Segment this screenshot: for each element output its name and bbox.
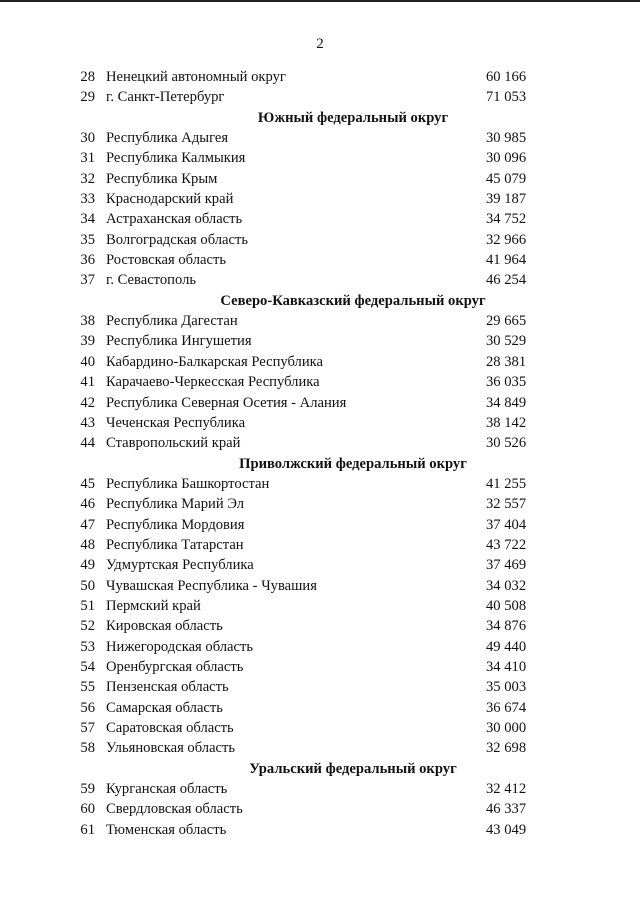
region-value: 41 964 <box>486 252 527 269</box>
region-value: 30 000 <box>486 720 527 736</box>
row-number: 36 <box>80 252 95 269</box>
region-name: Волгоградская область <box>106 231 249 248</box>
row-number: 55 <box>80 679 95 696</box>
table-row <box>0 555 640 575</box>
region-value: 34 849 <box>486 394 527 411</box>
row-number: 38 <box>80 313 95 330</box>
table-row <box>0 657 640 677</box>
region-value: 60 166 <box>486 69 527 85</box>
region-value: 30 096 <box>486 150 527 167</box>
region-name: Карачаево-Черкесская Республика <box>106 374 320 391</box>
table-row <box>0 270 640 290</box>
row-number: 54 <box>80 658 95 675</box>
page-number: 2 <box>316 36 324 52</box>
row-number: 44 <box>80 435 95 452</box>
region-value: 39 187 <box>486 191 527 208</box>
table-row <box>0 413 640 433</box>
region-name: Республика Башкортостан <box>106 475 270 492</box>
region-name: Ненецкий автономный округ <box>106 69 286 85</box>
row-number: 34 <box>80 211 95 228</box>
region-value: 46 337 <box>486 801 527 818</box>
region-name: Нижегородская область <box>106 638 254 655</box>
district-header-row <box>0 454 640 474</box>
table-row <box>0 576 640 596</box>
region-value: 45 079 <box>486 170 527 187</box>
region-value: 28 381 <box>486 353 527 370</box>
region-value: 41 255 <box>486 475 527 492</box>
table-row <box>0 331 640 351</box>
region-name: Чувашская Республика - Чувашия <box>106 577 317 594</box>
region-value: 37 469 <box>486 557 527 574</box>
row-number: 56 <box>80 699 95 716</box>
region-name: Республика Дагестан <box>106 313 238 330</box>
region-name: Республика Татарстан <box>106 536 244 553</box>
region-name: Чеченская Республика <box>106 414 246 431</box>
region-value: 30 526 <box>486 435 527 452</box>
region-value: 32 412 <box>486 781 527 798</box>
region-name: Свердловская область <box>106 801 243 818</box>
region-value: 36 035 <box>486 374 527 391</box>
row-number: 35 <box>80 231 95 248</box>
row-number: 37 <box>80 272 95 289</box>
region-value: 43 049 <box>486 821 527 838</box>
table-row <box>0 596 640 616</box>
region-value: 30 529 <box>486 333 527 350</box>
table-row <box>0 494 640 514</box>
region-name: Кировская область <box>106 618 223 635</box>
region-value: 32 698 <box>486 740 527 757</box>
table-row <box>0 352 640 372</box>
row-number: 28 <box>80 69 95 85</box>
table-row <box>0 779 640 799</box>
district-header: Южный федеральный округ <box>257 109 449 126</box>
table-row <box>0 718 640 738</box>
table-row <box>0 799 640 819</box>
region-value: 37 404 <box>486 516 527 533</box>
page-top-border <box>0 0 640 2</box>
row-number: 50 <box>80 577 95 594</box>
region-name: Республика Северная Осетия - Алания <box>106 394 347 411</box>
row-number: 51 <box>80 597 95 614</box>
region-name: Республика Мордовия <box>106 516 245 533</box>
region-value: 34 410 <box>486 658 527 675</box>
table-row <box>0 311 640 331</box>
table-row <box>0 698 640 718</box>
table-row <box>0 189 640 209</box>
table-row <box>0 87 640 107</box>
row-number: 60 <box>80 801 95 818</box>
region-name: Ростовская область <box>106 252 226 269</box>
table-row <box>0 535 640 555</box>
row-number: 39 <box>80 333 95 350</box>
region-value: 32 966 <box>486 231 527 248</box>
region-name: Самарская область <box>106 699 223 716</box>
row-number: 32 <box>80 170 95 187</box>
row-number: 31 <box>80 150 95 167</box>
table-row <box>0 616 640 636</box>
table-row <box>0 637 640 657</box>
table-row <box>0 148 640 168</box>
region-value: 38 142 <box>486 414 527 431</box>
region-name: Курганская область <box>106 781 228 798</box>
region-value: 46 254 <box>486 272 527 289</box>
row-number: 53 <box>80 638 95 655</box>
table-row <box>0 67 640 87</box>
region-name: Оренбургская область <box>106 658 244 675</box>
table-row <box>0 250 640 270</box>
table-row <box>0 474 640 494</box>
region-name: Удмуртская Республика <box>106 557 254 574</box>
row-number: 52 <box>80 618 95 635</box>
region-value: 36 674 <box>486 699 527 716</box>
region-value: 43 722 <box>486 536 527 553</box>
region-value: 49 440 <box>486 638 527 655</box>
row-number: 41 <box>80 374 95 391</box>
region-name: Республика Марий Эл <box>106 496 245 513</box>
row-number: 29 <box>80 89 95 106</box>
district-header-row <box>0 291 640 311</box>
region-value: 32 557 <box>486 496 527 513</box>
region-name: Краснодарский край <box>106 191 234 208</box>
row-number: 59 <box>80 781 95 798</box>
district-header: Приволжский федеральный округ <box>239 455 467 472</box>
region-value: 34 032 <box>486 577 527 594</box>
region-name: Пермский край <box>106 597 201 614</box>
table-row <box>0 820 640 840</box>
table-row <box>0 230 640 250</box>
row-number: 30 <box>80 130 95 147</box>
table-row <box>0 433 640 453</box>
district-header: Северо-Кавказский федеральный округ <box>220 292 486 309</box>
region-value: 30 985 <box>486 130 527 147</box>
row-number: 49 <box>80 557 95 574</box>
region-name: г. Санкт-Петербург <box>106 89 225 106</box>
region-name: Республика Крым <box>106 170 218 187</box>
region-name: Тюменская область <box>106 821 227 838</box>
row-number: 45 <box>80 475 95 492</box>
row-number: 33 <box>80 191 95 208</box>
region-name: Ставропольский край <box>106 435 241 452</box>
row-number: 43 <box>80 414 95 431</box>
district-header: Уральский федеральный округ <box>249 760 457 777</box>
region-name: Республика Адыгея <box>106 130 229 147</box>
region-name: Пензенская область <box>106 679 229 696</box>
region-name: Ульяновская область <box>106 740 236 757</box>
region-name: Республика Калмыкия <box>106 150 246 167</box>
table-row <box>0 738 640 758</box>
row-number: 42 <box>80 394 95 411</box>
table-row <box>0 372 640 392</box>
table-row <box>0 515 640 535</box>
region-table <box>0 67 640 840</box>
region-name: Саратовская область <box>106 720 234 736</box>
region-name: Астраханская область <box>106 211 243 228</box>
district-header-row <box>0 759 640 779</box>
region-name: Кабардино-Балкарская Республика <box>106 353 323 370</box>
table-row <box>0 169 640 189</box>
table-row <box>0 128 640 148</box>
region-name: Республика Ингушетия <box>106 333 252 350</box>
table-row <box>0 209 640 229</box>
row-number: 40 <box>80 353 95 370</box>
region-value: 35 003 <box>486 679 527 696</box>
row-number: 48 <box>80 536 95 553</box>
region-value: 40 508 <box>486 597 527 614</box>
region-value: 29 665 <box>486 313 527 330</box>
region-value: 71 053 <box>486 89 527 106</box>
district-header-row <box>0 108 640 128</box>
row-number: 47 <box>80 516 95 533</box>
region-name: г. Севастополь <box>106 272 197 289</box>
table-row <box>0 393 640 413</box>
row-number: 58 <box>80 740 95 757</box>
region-value: 34 752 <box>486 211 527 228</box>
row-number: 46 <box>80 496 95 513</box>
row-number: 61 <box>80 821 95 838</box>
table-row <box>0 677 640 697</box>
row-number: 57 <box>80 720 95 736</box>
region-value: 34 876 <box>486 618 527 635</box>
